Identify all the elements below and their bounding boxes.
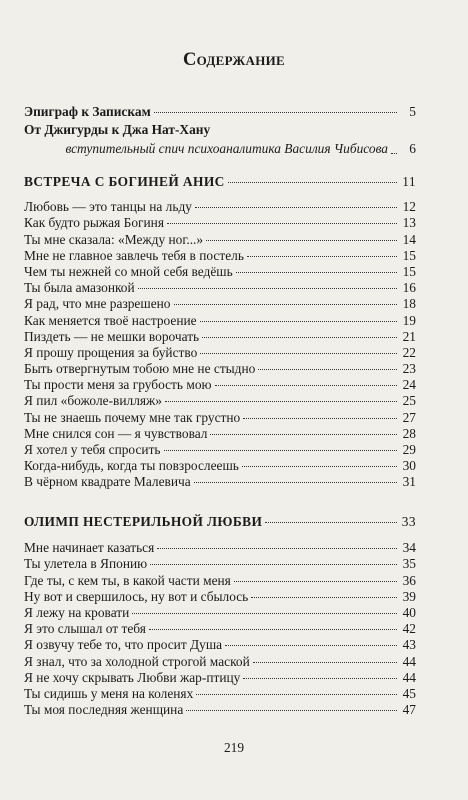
toc-entry-page: 29 — [402, 442, 416, 457]
toc-entry — [24, 702, 416, 718]
toc-entry-title: Ты мне сказала: «Между ног...» — [24, 231, 204, 247]
toc-leader-dots — [164, 450, 397, 451]
toc-leader-dots — [243, 678, 397, 679]
toc-entry-title: Я не хочу скрывать Любви жар-птицу — [24, 669, 241, 685]
toc-leader-dots — [265, 522, 397, 523]
toc-entry-title: Мне начинает казаться — [24, 540, 155, 556]
toc-entry-title: Я лежу на кровати — [24, 604, 130, 620]
section-page: 33 — [401, 514, 416, 529]
toc-entry — [24, 556, 416, 572]
toc-leader-dots — [157, 548, 397, 549]
toc-entry — [24, 540, 416, 556]
toc-entry-title: Ты улетела в Японию — [24, 556, 148, 572]
toc-entry-title: Я озвучу тебе то, что просит Душа — [24, 637, 223, 653]
toc-leader-dots — [186, 710, 397, 711]
toc-leader-dots — [206, 240, 397, 241]
toc-entry-page: 23 — [402, 361, 416, 377]
toc-entry-page: 24 — [402, 377, 416, 393]
toc-entry — [24, 296, 416, 312]
section-title: ОЛИМП НЕСТЕРИЛЬНОЙ ЛЮБВИ — [24, 514, 263, 529]
toc-entry-page: 18 — [402, 296, 416, 312]
toc-entry-page: 40 — [402, 604, 416, 620]
toc-leader-dots — [243, 418, 397, 419]
toc-entry — [24, 264, 416, 280]
section-title: ВСТРЕЧА С БОГИНЕЙ АНИС — [24, 174, 225, 189]
toc-entry-title: Ты не знаешь почему мне так грустно — [24, 409, 241, 425]
toc-leader-dots — [196, 694, 397, 695]
toc-entry-title: Я хотел у тебя спросить — [24, 442, 161, 457]
toc-entry — [24, 313, 416, 329]
toc-entry — [24, 686, 416, 702]
toc-entry — [24, 361, 416, 377]
toc-entry-page: 14 — [402, 231, 416, 247]
toc-entry — [24, 442, 416, 458]
toc-entry — [24, 199, 416, 215]
toc-entry — [24, 474, 416, 490]
toc-leader-dots — [210, 434, 397, 435]
toc-entry — [24, 345, 416, 361]
toc-entry-title: Пиздеть — не мешки ворочать — [24, 328, 200, 344]
toc-leader-dots — [200, 353, 397, 354]
toc-entry — [24, 215, 416, 231]
toc-entry-title: Эпиграф к Запискам — [24, 104, 151, 119]
toc-entry-page: 39 — [402, 588, 416, 604]
toc-entry-title: Ну вот и свершилось, ну вот и сбылось — [24, 588, 249, 604]
toc-entry — [24, 248, 416, 264]
toc-entry-title: Где ты, с кем ты, в какой части меня — [24, 572, 231, 588]
toc-leader-dots — [242, 466, 397, 467]
toc-entry — [24, 458, 416, 474]
toc-entry-title: Мне снился сон — я чувствовал — [24, 425, 208, 441]
toc-leader-dots — [253, 662, 397, 663]
toc-leader-dots — [251, 597, 397, 598]
toc-entry-title: Я прошу прощения за буйство — [24, 344, 198, 360]
toc-entry-title: Как меняется твоё настроение — [24, 312, 197, 328]
toc-leader-dots — [200, 321, 397, 322]
toc-entry-page: 44 — [402, 669, 416, 685]
toc-entry-title: вступительный спич психоаналитика Василия Чибисова — [65, 141, 388, 157]
toc-entry-page: 12 — [402, 199, 416, 215]
toc-leader-dots — [225, 645, 397, 646]
toc-entry-page: 15 — [402, 247, 416, 263]
toc-entry-page: 5 — [409, 104, 416, 119]
toc-entry-page: 19 — [402, 312, 416, 328]
toc-entry-page: 15 — [402, 263, 416, 279]
toc-section-1-list — [24, 199, 416, 490]
toc-entry-page: 47 — [402, 702, 416, 718]
toc-entry-title: От Джигурды к Джа Нат-Хану — [24, 122, 211, 138]
toc-entry — [24, 426, 416, 442]
toc-entry — [24, 410, 416, 426]
toc-entry-page: 31 — [402, 474, 416, 490]
toc-entry — [24, 621, 416, 637]
toc-entry — [24, 104, 416, 120]
toc-leader-dots — [234, 581, 397, 582]
toc-leader-dots — [165, 401, 397, 402]
toc-entry-page: 6 — [409, 141, 416, 157]
toc-entry — [24, 377, 416, 393]
toc-section-2 — [24, 514, 416, 718]
toc-leader-dots — [194, 482, 397, 483]
toc-entry-title: Быть отвергнутым тобою мне не стыдно — [24, 361, 256, 377]
toc-leader-dots — [174, 304, 398, 305]
toc-leader-dots — [202, 337, 397, 338]
toc-entry-title: Я знал, что за холодной строгой маской — [24, 653, 250, 669]
toc-entry-title: Как будто рыжая Богиня — [24, 215, 164, 231]
toc-entry — [24, 573, 416, 589]
toc-leader-dots — [154, 112, 397, 113]
toc-leader-dots — [132, 613, 397, 614]
toc-entry-title: Я это слышал от тебя — [24, 621, 146, 637]
toc-entry-page: 13 — [402, 215, 416, 231]
toc-front-matter — [24, 104, 416, 158]
toc-entry-page: 34 — [402, 540, 416, 556]
toc-entry-title: В чёрном квадрате Малевича — [24, 474, 191, 490]
toc-entry-page: 30 — [402, 458, 416, 474]
toc-entry-title: Я пил «божоле-вилляж» — [24, 393, 162, 409]
toc-entry-title: Любовь — это танцы на льду — [24, 199, 192, 215]
toc-entry-page: 16 — [402, 280, 416, 296]
toc-section-heading — [24, 174, 416, 190]
toc-entry — [24, 280, 416, 296]
toc-leader-dots — [138, 288, 397, 289]
toc-entry-page: 45 — [402, 685, 416, 701]
toc-entry — [24, 232, 416, 248]
toc-entry-title: Ты была амазонкой — [24, 280, 135, 296]
toc-entry-page: 44 — [402, 653, 416, 669]
toc-entry — [24, 654, 416, 670]
toc-entry-page: 27 — [402, 409, 416, 425]
toc-entry-title: Я рад, что мне разрешено — [24, 296, 171, 312]
toc-entry — [24, 637, 416, 653]
toc-entry-title: Чем ты нежней со мной себя ведёшь — [24, 263, 233, 279]
toc-entry-title: Мне не главное завлечь тебя в постель — [24, 247, 244, 263]
toc-entry — [24, 589, 416, 605]
toc-section-2-list — [24, 540, 416, 718]
toc-leader-dots — [258, 369, 397, 370]
toc-section-1 — [24, 174, 416, 491]
toc-leader-dots — [236, 272, 397, 273]
toc-entry-title: Ты прости меня за грубость мою — [24, 377, 212, 393]
toc-entry — [24, 670, 416, 686]
toc-entry-page: 42 — [402, 621, 416, 637]
toc-entry-page: 36 — [402, 572, 416, 588]
toc-entry-page: 28 — [402, 425, 416, 441]
toc-leader-dots — [391, 153, 397, 154]
toc-entry-page: 43 — [402, 637, 416, 653]
page-title: Содержание — [182, 50, 286, 70]
toc-leader-dots — [150, 564, 397, 565]
toc-entry-page: 35 — [402, 556, 416, 572]
toc-leader-dots — [149, 629, 397, 630]
toc-entry — [24, 122, 416, 138]
toc-leader-dots — [247, 256, 397, 257]
toc-entry — [24, 393, 416, 409]
toc-leader-dots — [215, 385, 397, 386]
toc-entry-title: Ты моя последняя женщина — [24, 702, 184, 718]
toc-section-heading — [24, 514, 416, 530]
section-page: 11 — [402, 174, 416, 189]
toc-entry-title: Ты сидишь у меня на коленях — [24, 685, 194, 701]
toc-leader-dots — [167, 223, 397, 224]
toc-leader-dots — [228, 182, 397, 183]
toc-entry-title: Когда-нибудь, когда ты повзрослеешь — [24, 458, 239, 474]
toc-entry-page: 25 — [402, 393, 416, 409]
toc-entry-page: 21 — [402, 328, 416, 344]
toc-entry — [24, 329, 416, 345]
toc-entry — [24, 605, 416, 621]
toc-leader-dots — [195, 207, 397, 208]
toc-entry-subtitle — [24, 140, 416, 158]
toc-entry-page: 22 — [402, 344, 416, 360]
page-number: 219 — [223, 740, 245, 755]
